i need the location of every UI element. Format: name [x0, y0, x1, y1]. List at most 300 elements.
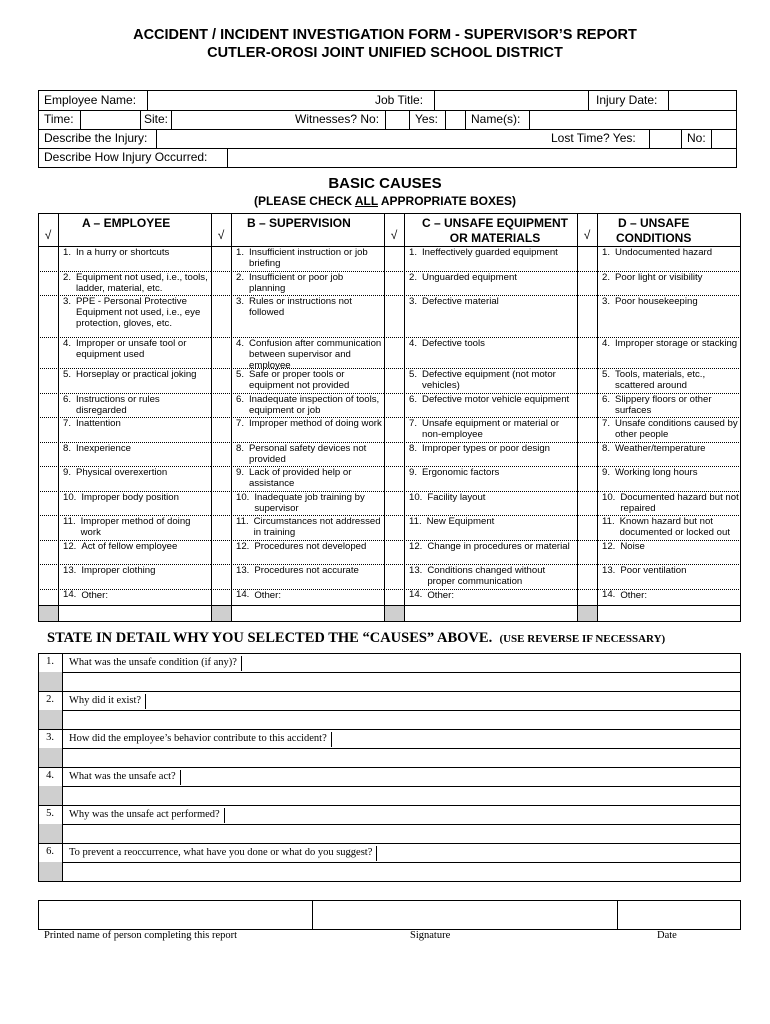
cause-text: Improper or unsafe tool or equipment used: [76, 338, 187, 360]
column-header-d: [616, 216, 691, 246]
cause-item-a-2: [60, 271, 209, 295]
cause-text: Conditions changed without proper communication: [427, 565, 546, 587]
cause-checkbox-a-9[interactable]: [39, 467, 58, 491]
cause-checkbox-c-10[interactable]: [385, 492, 404, 515]
cause-text: Noise: [620, 541, 645, 552]
cause-checkbox-b-14[interactable]: [212, 590, 231, 605]
cause-number: 11.: [602, 516, 615, 527]
lost-time-yes-checkbox[interactable]: [650, 129, 681, 148]
cause-checkbox-a-11[interactable]: [39, 516, 58, 540]
cause-text: Procedures not accurate: [254, 565, 359, 576]
cause-text: Defective equipment (not motor vehicles): [422, 369, 556, 391]
cause-checkbox-a-7[interactable]: [39, 418, 58, 442]
district-name: CUTLER-OROSI JOINT UNIFIED SCHOOL DISTRICT: [207, 45, 563, 61]
cause-checkbox-c-8[interactable]: [385, 443, 404, 466]
cause-checkbox-c-12[interactable]: [385, 541, 404, 564]
cause-checkbox-c-7[interactable]: [385, 418, 404, 442]
answer-field[interactable]: [63, 692, 740, 710]
question-number: 1.: [46, 656, 54, 667]
site-field[interactable]: [172, 110, 292, 129]
other-cause-field-b[interactable]: [232, 606, 384, 621]
cause-text: Defective material: [422, 296, 499, 307]
cause-checkbox-c-6[interactable]: [385, 394, 404, 417]
cause-number: 1.: [602, 247, 611, 258]
cause-checkbox-d-13[interactable]: [578, 565, 597, 589]
cause-checkbox-d-9[interactable]: [578, 467, 597, 491]
cause-item-d-1: [599, 246, 739, 271]
cause-text: Other:: [620, 590, 648, 601]
detail-questions-table: [38, 653, 741, 881]
cause-number: 10.: [409, 492, 423, 503]
cause-item-b-1: [233, 246, 382, 271]
cause-text: Change in procedures or material: [427, 541, 570, 552]
cause-item-c-13: [406, 564, 575, 589]
cause-item-c-11: [406, 515, 575, 540]
cause-checkbox-b-11[interactable]: [212, 516, 231, 540]
cause-item-d-5: [599, 368, 739, 393]
cause-text: Ineffectively guarded equipment: [422, 247, 558, 258]
cause-number: 6.: [63, 394, 72, 405]
form-title: ACCIDENT / INCIDENT INVESTIGATION FORM - SUPERVISOR’S REPORT: [133, 27, 637, 43]
cause-text: Poor ventilation: [620, 565, 687, 576]
time-label: Time:: [44, 112, 74, 126]
cause-checkbox-c-13[interactable]: [385, 565, 404, 589]
cause-checkbox-b-8[interactable]: [212, 443, 231, 466]
cause-text: Undocumented hazard: [615, 247, 713, 258]
cause-checkbox-c-4[interactable]: [385, 338, 404, 368]
cause-checkbox-b-7[interactable]: [212, 418, 231, 442]
cause-checkbox-d-8[interactable]: [578, 443, 597, 466]
cause-checkbox-a-12[interactable]: [39, 541, 58, 564]
time-field[interactable]: [81, 110, 140, 129]
cause-text: PPE - Personal Protective Equipment not used, i.e., eye protection, gloves, etc.: [76, 296, 201, 329]
witnesses-no-checkbox[interactable]: [386, 110, 410, 129]
column-header-b-line1: B – SUPERVISION: [247, 216, 351, 230]
cause-number: 7.: [602, 418, 611, 429]
cause-number: 2.: [409, 272, 418, 283]
cause-text: Ergonomic factors: [422, 467, 500, 478]
check-header-c: √: [390, 228, 398, 242]
cause-checkbox-b-10[interactable]: [212, 492, 231, 515]
cause-number: 14.: [602, 589, 616, 600]
describe-how-label: Describe How Injury Occurred:: [44, 150, 208, 164]
cause-text: Procedures not developed: [254, 541, 367, 552]
job-title-field[interactable]: [435, 91, 588, 110]
cause-number: 10.: [63, 492, 77, 503]
cause-checkbox-b-4[interactable]: [212, 338, 231, 368]
answer-continuation-field[interactable]: [63, 863, 740, 881]
cause-item-b-14: [233, 589, 382, 605]
cause-checkbox-d-6[interactable]: [578, 394, 597, 417]
cause-number: 6.: [602, 394, 611, 405]
cause-text: Poor light or visibility: [615, 272, 703, 283]
cause-number: 3.: [63, 296, 72, 307]
cause-number: 4.: [63, 338, 72, 349]
answer-field[interactable]: [63, 730, 740, 748]
cause-checkbox-b-9[interactable]: [212, 467, 231, 491]
cause-number: 3.: [602, 296, 611, 307]
cause-item-b-9: [233, 466, 382, 491]
cause-number: 8.: [236, 443, 245, 454]
cause-number: 12.: [63, 541, 77, 552]
question-text: How did the employee’s behavior contribute to this accident?: [69, 732, 332, 747]
cause-item-a-12: [60, 540, 209, 564]
cause-number: 7.: [409, 418, 418, 429]
shaded-number-cell: [39, 710, 62, 729]
question-number: 6.: [46, 846, 54, 857]
cause-text: Tools, materials, etc., scattered around: [615, 369, 706, 391]
cause-number: 11.: [63, 516, 76, 527]
cause-text: In a hurry or shortcuts: [76, 247, 170, 258]
cause-number: 14.: [409, 589, 423, 600]
witnesses-yes-checkbox[interactable]: [446, 110, 466, 129]
cause-number: 14.: [236, 589, 250, 600]
question-text: What was the unsafe condition (if any)?: [69, 656, 242, 671]
site-label: Site:: [144, 112, 169, 126]
cause-number: 10.: [602, 492, 616, 503]
cause-item-c-10: [406, 491, 575, 515]
cause-checkbox-b-2[interactable]: [212, 272, 231, 295]
cause-text: Documented hazard but not repaired: [620, 492, 739, 514]
witness-names-field[interactable]: [530, 110, 736, 129]
cause-checkbox-a-3[interactable]: [39, 296, 58, 337]
cause-text: Horseplay or practical joking: [76, 369, 197, 380]
cause-text: Rules or instructions not followed: [249, 296, 352, 318]
cause-item-a-13: [60, 564, 209, 589]
cause-number: 5.: [602, 369, 611, 380]
cause-checkbox-b-12[interactable]: [212, 541, 231, 564]
cause-checkbox-a-8[interactable]: [39, 443, 58, 466]
cause-item-d-8: [599, 442, 739, 466]
question-text: Why was the unsafe act performed?: [69, 808, 225, 823]
cause-text: Circumstances not addressed in training: [253, 516, 381, 538]
cause-item-c-8: [406, 442, 575, 466]
cause-item-b-2: [233, 271, 382, 295]
cause-item-c-7: [406, 417, 575, 442]
cause-text: Working long hours: [615, 467, 698, 478]
cause-checkbox-d-12[interactable]: [578, 541, 597, 564]
cause-text: Insufficient or poor job planning: [249, 272, 344, 294]
shaded-check-cell-c: [385, 606, 404, 621]
cause-checkbox-b-5[interactable]: [212, 369, 231, 393]
cause-text: Personal safety devices not provided: [249, 443, 367, 465]
question-number: 3.: [46, 732, 54, 743]
shaded-check-cell-a: [39, 606, 58, 621]
job-title-label: Job Title:: [375, 93, 424, 107]
cause-number: 9.: [236, 467, 245, 478]
cause-number: 9.: [602, 467, 611, 478]
cause-text: Inadequate job training by supervisor: [254, 492, 365, 514]
cause-number: 10.: [236, 492, 250, 503]
answer-continuation-field[interactable]: [63, 787, 740, 805]
cause-number: 1.: [236, 247, 245, 258]
cause-checkbox-c-1[interactable]: [385, 247, 404, 271]
cause-number: 2.: [236, 272, 245, 283]
cause-number: 8.: [63, 443, 72, 454]
cause-number: 13.: [602, 565, 616, 576]
cause-text: Unsafe conditions caused by other people: [615, 418, 738, 440]
answer-continuation-field[interactable]: [63, 825, 740, 843]
cause-checkbox-b-6[interactable]: [212, 394, 231, 417]
question-number: 2.: [46, 694, 54, 705]
basic-causes-title: BASIC CAUSES: [328, 175, 442, 192]
cause-checkbox-d-2[interactable]: [578, 272, 597, 295]
cause-item-b-3: [233, 295, 382, 337]
cause-checkbox-c-5[interactable]: [385, 369, 404, 393]
lost-time-no-checkbox[interactable]: [712, 129, 736, 148]
cause-number: 1.: [409, 247, 418, 258]
cause-checkbox-d-4[interactable]: [578, 338, 597, 368]
cause-item-d-10: [599, 491, 739, 515]
cause-number: 13.: [236, 565, 250, 576]
cause-number: 5.: [63, 369, 72, 380]
cause-item-a-14: [60, 589, 209, 605]
cause-item-a-9: [60, 466, 209, 491]
witnesses-no-label: Witnesses? No:: [295, 112, 380, 126]
cause-item-b-5: [233, 368, 382, 393]
shaded-check-cell-b: [212, 606, 231, 621]
cause-checkbox-d-7[interactable]: [578, 418, 597, 442]
cause-item-a-11: [60, 515, 209, 540]
cause-item-a-1: [60, 246, 209, 271]
cause-text: Defective motor vehicle equipment: [422, 394, 570, 405]
cause-checkbox-a-5[interactable]: [39, 369, 58, 393]
cause-item-b-11: [233, 515, 382, 540]
cause-checkbox-c-11[interactable]: [385, 516, 404, 540]
date-caption: Date: [657, 930, 677, 941]
cause-checkbox-a-10[interactable]: [39, 492, 58, 515]
date-field[interactable]: [618, 901, 740, 929]
answer-field[interactable]: [63, 768, 740, 786]
cause-number: 5.: [236, 369, 245, 380]
cause-number: 4.: [236, 338, 245, 349]
cause-item-d-3: [599, 295, 739, 337]
answer-field[interactable]: [63, 844, 740, 862]
cause-text: Physical overexertion: [76, 467, 168, 478]
check-header-a: √: [44, 228, 52, 242]
cause-number: 3.: [236, 296, 245, 307]
cause-number: 4.: [409, 338, 418, 349]
question-number: 4.: [46, 770, 54, 781]
cause-text: Unguarded equipment: [422, 272, 517, 283]
cause-number: 13.: [63, 565, 77, 576]
cause-text: Inattention: [76, 418, 121, 429]
cause-checkbox-a-4[interactable]: [39, 338, 58, 368]
shaded-number-cell: [39, 862, 62, 881]
describe-injury-field[interactable]: [157, 129, 544, 148]
cause-item-a-7: [60, 417, 209, 442]
printed-name-field[interactable]: [39, 901, 312, 929]
cause-number: 1.: [63, 247, 72, 258]
cause-number: 14.: [63, 589, 77, 600]
cause-checkbox-b-13[interactable]: [212, 565, 231, 589]
cause-checkbox-a-14[interactable]: [39, 590, 58, 605]
answer-field[interactable]: [63, 806, 740, 824]
cause-checkbox-d-3[interactable]: [578, 296, 597, 337]
other-cause-field-a[interactable]: [59, 606, 211, 621]
cause-text: Improper body position: [81, 492, 179, 503]
cause-number: 11.: [409, 516, 422, 527]
column-header-c-line1: C – UNSAFE EQUIPMENT: [422, 216, 569, 230]
cause-checkbox-c-3[interactable]: [385, 296, 404, 337]
cause-item-c-9: [406, 466, 575, 491]
shaded-number-cell: [39, 748, 62, 767]
cause-number: 9.: [409, 467, 418, 478]
cause-item-a-8: [60, 442, 209, 466]
basic-causes-subtitle: (PLEASE CHECK ALL APPROPRIATE BOXES): [253, 194, 517, 208]
cause-text: Insufficient instruction or job briefing: [249, 247, 368, 269]
cause-item-c-3: [406, 295, 575, 337]
cause-text: New Equipment: [426, 516, 495, 527]
cause-checkbox-d-1[interactable]: [578, 247, 597, 271]
answer-field[interactable]: [63, 654, 740, 672]
other-cause-field-d[interactable]: [598, 606, 741, 621]
cause-number: 2.: [63, 272, 72, 283]
cause-item-a-4: [60, 337, 209, 368]
cause-checkbox-b-3[interactable]: [212, 296, 231, 337]
cause-checkbox-c-9[interactable]: [385, 467, 404, 491]
cause-number: 5.: [409, 369, 418, 380]
cause-item-d-13: [599, 564, 739, 589]
cause-text: Safe or proper tools or equipment not provided: [249, 369, 350, 391]
cause-item-d-2: [599, 271, 739, 295]
check-header-d: √: [583, 228, 591, 242]
cause-checkbox-c-2[interactable]: [385, 272, 404, 295]
cause-number: 6.: [409, 394, 418, 405]
cause-checkbox-d-5[interactable]: [578, 369, 597, 393]
column-header-a-line1: A – EMPLOYEE: [82, 216, 171, 230]
witnesses-yes-label: Yes:: [415, 112, 438, 126]
cause-checkbox-d-14[interactable]: [578, 590, 597, 605]
info-grid: [38, 90, 737, 168]
cause-number: 4.: [602, 338, 611, 349]
cause-text: Instructions or rules disregarded: [76, 394, 160, 416]
question-text: What was the unsafe act?: [69, 770, 181, 785]
signature-block: [38, 900, 741, 930]
other-cause-field-c[interactable]: [405, 606, 577, 621]
describe-how-field[interactable]: [228, 148, 736, 168]
question-text: Why did it exist?: [69, 694, 146, 709]
answer-continuation-field[interactable]: [63, 711, 740, 729]
cause-number: 12.: [236, 541, 250, 552]
cause-item-b-13: [233, 564, 382, 589]
cause-text: Other:: [81, 590, 109, 601]
cause-text: Inexperience: [76, 443, 131, 454]
cause-text: Improper clothing: [81, 565, 156, 576]
cause-item-d-4: [599, 337, 739, 368]
column-header-d-line1: D – UNSAFE: [618, 216, 690, 230]
printed-name-caption: Printed name of person completing this report: [44, 930, 238, 941]
shaded-number-cell: [39, 672, 62, 691]
cause-text: Equipment not used, i.e., tools, ladder, material, etc.: [76, 272, 208, 294]
cause-checkbox-c-14[interactable]: [385, 590, 404, 605]
cause-checkbox-a-6[interactable]: [39, 394, 58, 417]
answer-continuation-field[interactable]: [63, 749, 740, 767]
injury-date-field[interactable]: [669, 91, 736, 110]
cause-item-d-12: [599, 540, 739, 564]
check-header-b: √: [217, 228, 225, 242]
cause-text: Improper storage or stacking: [615, 338, 738, 349]
column-header-b: [247, 216, 351, 231]
cause-text: Facility layout: [427, 492, 486, 503]
cause-item-a-5: [60, 368, 209, 393]
cause-text: Confusion after communication between supervisor and employee: [249, 338, 382, 371]
cause-item-c-6: [406, 393, 575, 417]
shaded-number-cell: [39, 824, 62, 843]
cause-item-c-2: [406, 271, 575, 295]
cause-checkbox-d-11[interactable]: [578, 516, 597, 540]
cause-text: Lack of provided help or assistance: [249, 467, 352, 489]
cause-checkbox-a-13[interactable]: [39, 565, 58, 589]
cause-item-c-1: [406, 246, 575, 271]
cause-text: Poor housekeeping: [615, 296, 698, 307]
cause-text: Known hazard but not documented or locked out: [619, 516, 731, 538]
signature-caption: Signature: [410, 930, 451, 941]
cause-text: Other:: [254, 590, 282, 601]
cause-item-a-10: [60, 491, 209, 515]
cause-checkbox-a-2[interactable]: [39, 272, 58, 295]
cause-number: 12.: [602, 541, 616, 552]
cause-item-d-14: [599, 589, 739, 605]
basic-causes-table: [38, 213, 741, 622]
cause-text: Improper types or poor design: [422, 443, 550, 454]
witness-names-label: Name(s):: [471, 112, 521, 126]
cause-text: Act of fellow employee: [81, 541, 178, 552]
cause-text: Unsafe equipment or material or non-employee: [422, 418, 560, 440]
question-text: To prevent a reoccurrence, what have you done or what do you suggest?: [69, 846, 377, 861]
cause-number: 2.: [602, 272, 611, 283]
cause-number: 12.: [409, 541, 423, 552]
lost-time-no-label: No:: [687, 131, 706, 145]
cause-item-b-6: [233, 393, 382, 417]
cause-checkbox-b-1[interactable]: [212, 247, 231, 271]
cause-item-d-9: [599, 466, 739, 491]
cause-number: 6.: [236, 394, 245, 405]
cause-number: 11.: [236, 516, 249, 527]
column-header-d-line2: CONDITIONS: [616, 231, 692, 245]
cause-item-b-7: [233, 417, 382, 442]
cause-text: Inadequate inspection of tools, equipment or job: [249, 394, 380, 416]
employee-name-field[interactable]: [148, 91, 372, 110]
cause-number: 13.: [409, 565, 423, 576]
cause-text: Defective tools: [422, 338, 485, 349]
cause-item-b-10: [233, 491, 382, 515]
cause-number: 8.: [602, 443, 611, 454]
column-header-c: [422, 216, 568, 246]
cause-text: Weather/temperature: [615, 443, 706, 454]
cause-item-d-11: [599, 515, 739, 540]
cause-item-a-6: [60, 393, 209, 417]
cause-item-b-8: [233, 442, 382, 466]
cause-checkbox-a-1[interactable]: [39, 247, 58, 271]
cause-item-d-6: [599, 393, 739, 417]
describe-injury-label: Describe the Injury:: [44, 131, 148, 145]
cause-item-c-5: [406, 368, 575, 393]
cause-item-c-14: [406, 589, 575, 605]
cause-checkbox-d-10[interactable]: [578, 492, 597, 515]
lost-time-yes-label: Lost Time? Yes:: [551, 131, 636, 145]
shaded-check-cell-d: [578, 606, 597, 621]
signature-field[interactable]: [313, 901, 617, 929]
shaded-number-cell: [39, 786, 62, 805]
cause-text: Improper method of doing work: [80, 516, 191, 538]
question-number: 5.: [46, 808, 54, 819]
cause-item-a-3: [60, 295, 209, 337]
answer-continuation-field[interactable]: [63, 673, 740, 691]
cause-item-c-4: [406, 337, 575, 368]
cause-text: Improper method of doing work: [249, 418, 382, 429]
cause-number: 8.: [409, 443, 418, 454]
